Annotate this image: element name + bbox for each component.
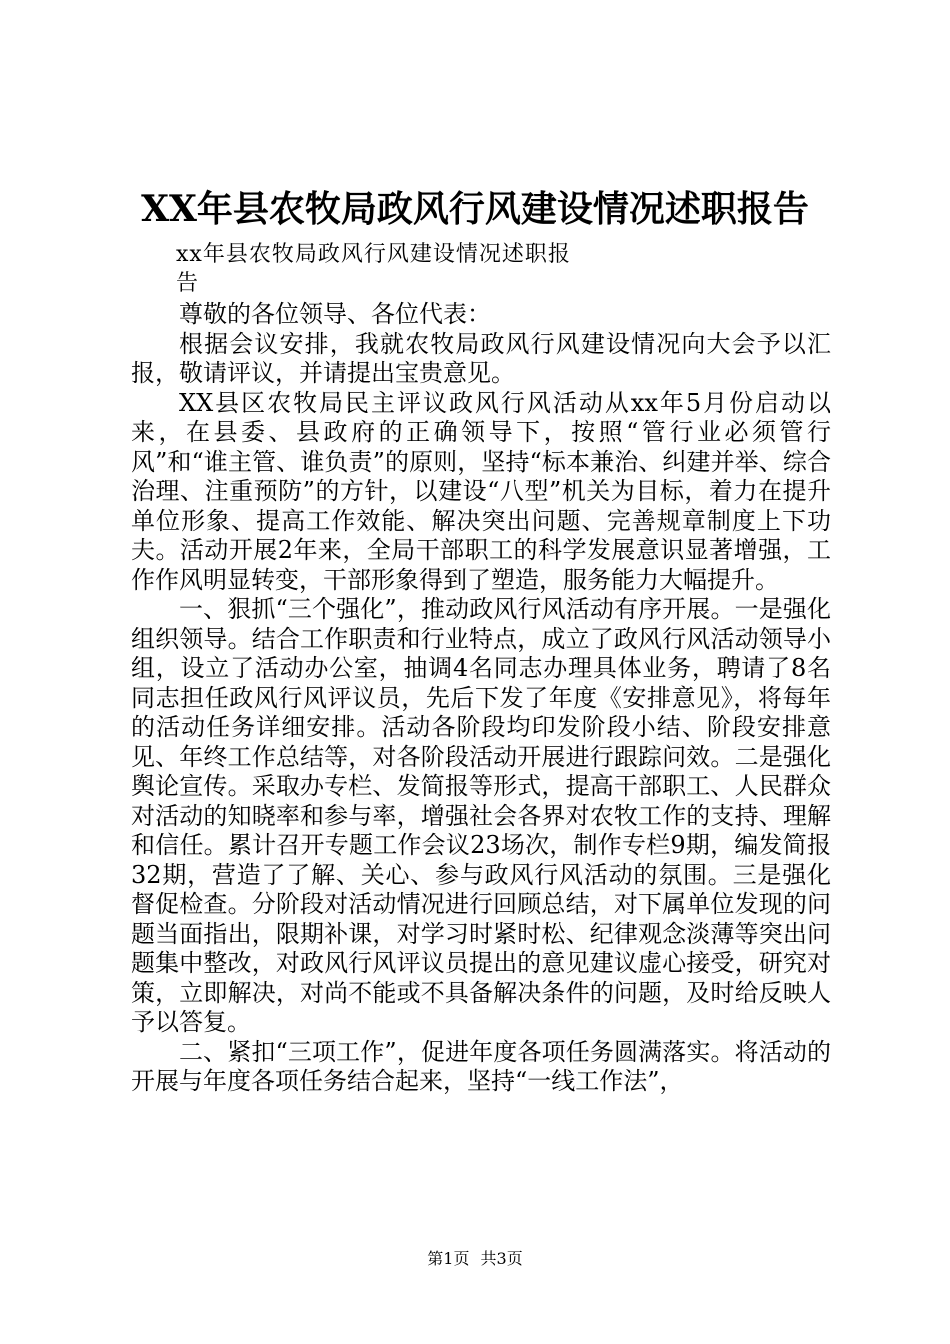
salutation: 尊敬的各位领导、各位代表： <box>179 300 491 328</box>
document-body <box>131 300 831 1097</box>
document-title: XX年县农牧局政风行风建设情况述职报告 <box>141 188 809 230</box>
subtitle-line-1: xx年县农牧局政风行风建设情况述职报 <box>176 242 571 267</box>
document-subtitle <box>176 240 636 298</box>
paragraph-1: 根据会议安排，我就农牧局政风行风建设情况向大会予以汇报，敬请评议，并请提出宝贵意见。 <box>131 329 831 387</box>
paragraph-2: XX县区农牧局民主评议政风行风活动从xx年5月份启动以来，在县委、县政府的正确领导下，按照“管行业必须管行风”和“谁主管、谁负责”的原则，坚持“标本兼治、纠建并举、综合治理、注重预防”的方针，以建设“八型”机关为目标，着力在提升单位形象、提高工作效能、解决突出问题、完善规章制度上下功夫。活动开展2年来，全局干部职工的科学发展意识显著增强，工作作风明显转变，干部形象得到了塑造，服务能力大幅提升。 <box>131 388 831 594</box>
paragraph-3: 一、狠抓“三个强化”，推动政风行风活动有序开展。一是强化组织领导。结合工作职责和行业特点，成立了政风行风活动领导小组，设立了活动办公室，抽调4名同志办理具体业务，聘请了8名同志担任政风行风评议员，先后下发了年度《安排意见》，将每年的活动任务详细安排。活动各阶段均印发阶段小结、阶段安排意见、年终工作总结等，对各阶段活动开展进行跟踪问效。二是强化舆论宣传。采取办专栏、发简报等形式，提高干部职工、人民群众对活动的知晓率和参与率，增强社会各界对农牧工作的支持、理解和信任。累计召开专题工作会议23场次，制作专栏9期，编发简报32期，营造了了解、关心、参与政风行风活动的氛围。三是强化督促检查。分阶段对活动情况进行回顾总结，对下属单位发现的问题当面指出，限期补课，对学习时紧时松、纪律观念淡薄等突出问题集中整改，对政风行风评议员提出的意见建议虚心接受，研究对策，立即解决，对尚不能或不具备解决条件的问题，及时给反映人予以答复。 <box>131 595 831 1036</box>
page-total: 共3页 <box>480 1249 523 1268</box>
paragraph-4: 二、紧扣“三项工作”，促进年度各项任务圆满落实。将活动的开展与年度各项任务结合起来，坚持“一线工作法”， <box>131 1037 831 1095</box>
page-footer <box>0 1246 950 1269</box>
page-number: 第1页 <box>427 1249 470 1268</box>
subtitle-line-2: 告 <box>176 271 200 296</box>
